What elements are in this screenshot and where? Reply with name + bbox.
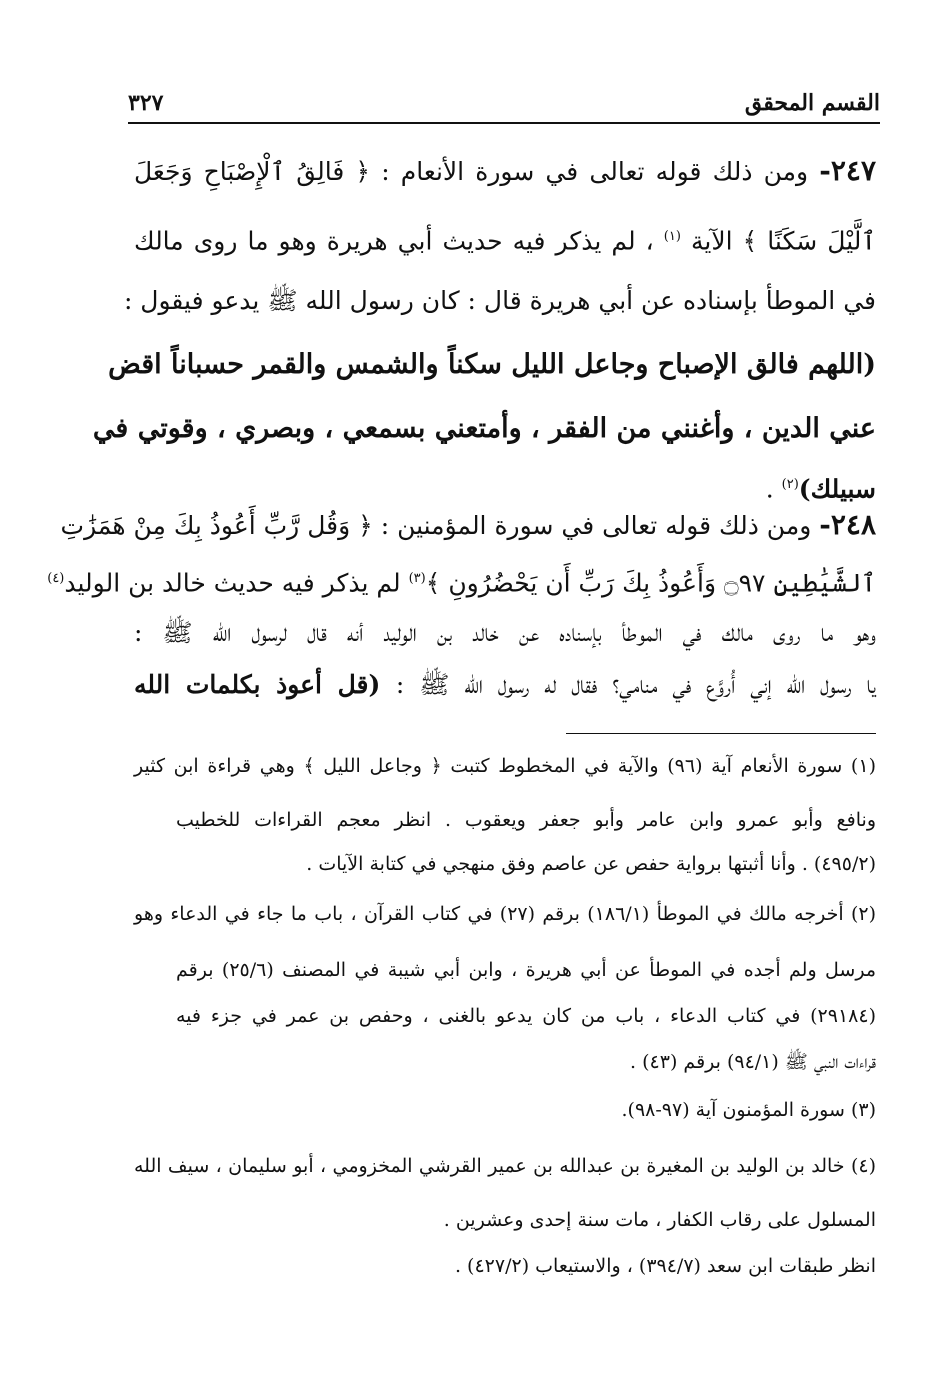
body-line-1 (134, 146, 876, 196)
body-line-2 (134, 212, 876, 262)
entry-number: ٢٤٨- (819, 508, 876, 541)
body-line-8 (47, 554, 876, 604)
page-number: ٣٢٧ (128, 90, 164, 116)
footnote-separator (566, 733, 876, 734)
line-text: سبيلك) (798, 474, 876, 504)
body-line-7 (60, 500, 876, 550)
body-line-10 (134, 660, 876, 710)
footnote-line: (٤) خالد بن الوليد بن المغيرة بن عبدالله بن عمير القرشي المخزومي ، أبو سليمان ، سيف الله (134, 1155, 876, 1177)
footnote-ref: (٤) (47, 571, 65, 586)
footnote-line: ونافع وأبو عمرو وابن عامر وأبو جعفر ويعقوب . انظر معجم القراءات للخطيب (176, 809, 876, 831)
footnote-ref: (٢) (781, 477, 799, 492)
footnote-line: مرسل ولم أجده في الموطأ عن أبي هريرة ، وابن أبي شيبة في المصنف (٢٥/٦) برقم (176, 959, 877, 981)
line-text: ومن ذلك قوله تعالى في سورة الأنعام : ﴿ فَالِقُ ٱلْإِصْبَاحِ وَجَعَلَ (134, 157, 820, 186)
footnote-line: (٢) أخرجه مالك في الموطأ (١٨٦/١) برقم (٢٧) في كتاب القرآن ، باب ما جاء في الدعاء وهو (134, 903, 877, 925)
body-line-3 (123, 276, 876, 326)
line-text: وهو ما روى مالك في الموطأ بإسناده عن خالد بن الوليد أنه قال لرسول الله ﷺ : (134, 618, 876, 647)
line-text: (اللهم فالق الإصباح وجاعل الليل سكناً والشمس والقمر حسباناً اقض (108, 349, 876, 380)
entry-number: ٢٤٧- (819, 154, 876, 187)
line-text: ومن ذلك قوله تعالى في سورة المؤمنين : ﴿ وَقُل رَّبِّ أَعُوذُ بِكَ مِنْ هَمَزَٰتِ (60, 511, 820, 540)
footnote-line: (٢٩١٨٤) في كتاب الدعاء ، باب من كان يدعو بالغنى ، وحفص بن عمر في جزء فيه (176, 1005, 876, 1027)
line-text: ٱلشَّيَٰطِينِ ۝٩٧ وَأَعُوذُ بِكَ رَبِّ أَن يَحْضُرُونِ ﴾ (425, 568, 876, 598)
line-text: ٱلَّيْلَ سَكَنًا ﴾ الآية (690, 226, 876, 256)
footnote-line: (١) سورة الأنعام آية (٩٦) والآية في المخطوط كتبت ﴿ وجاعل الليل ﴾ وهي قراءة ابن كثير (134, 755, 876, 777)
line-text: ، لم يذكر فيه حديث أبي هريرة وهو ما روى مالك (134, 226, 654, 256)
footnote-ref: (١) (663, 229, 681, 244)
footnote-line: قراءات النبي ﷺ (٩٤/١) برقم (٤٣) . (630, 1051, 876, 1073)
line-text: في الموطأ بإسناده عن أبي هريرة قال : كان رسول الله ﷺ يدعو فيقول : (123, 286, 876, 315)
footnote-line: (٤٩٥/٢) . وأنا أثبتها برواية حفص عن عاصم وفق منهجي في كتابة الآيات . (306, 853, 876, 875)
section-title: القسم المحقق (744, 90, 880, 116)
footnote-line: المسلول على رقاب الكفار ، مات سنة إحدى وعشرين . (443, 1209, 876, 1231)
line-text: عني الدين ، وأغنني من الفقر ، وأمتعني بسمعي ، وبصري ، وقوتي في (92, 413, 876, 444)
running-header (128, 88, 880, 124)
footnote-line: انظر طبقات ابن سعد (٣٩٤/٧) ، والاستيعاب (٤٢٧/٢) . (454, 1255, 876, 1277)
line-text: لم يذكر فيه حديث خالد بن الوليد (64, 568, 409, 598)
footnote-line: (٣) سورة المؤمنون آية (٩٧-٩٨). (621, 1099, 876, 1121)
body-line-4 (108, 340, 876, 390)
line-text-bold: (قل أعوذ بكلمات الله (134, 670, 396, 699)
body-line-5 (92, 404, 876, 454)
body-line-9 (134, 608, 876, 658)
line-text: يا رسول الله إني أُروَّع في منامي؟ فقال له رسول الله ﷺ : (395, 670, 876, 699)
footnote-ref: (٣) (408, 571, 426, 586)
line-text: . (765, 474, 782, 504)
